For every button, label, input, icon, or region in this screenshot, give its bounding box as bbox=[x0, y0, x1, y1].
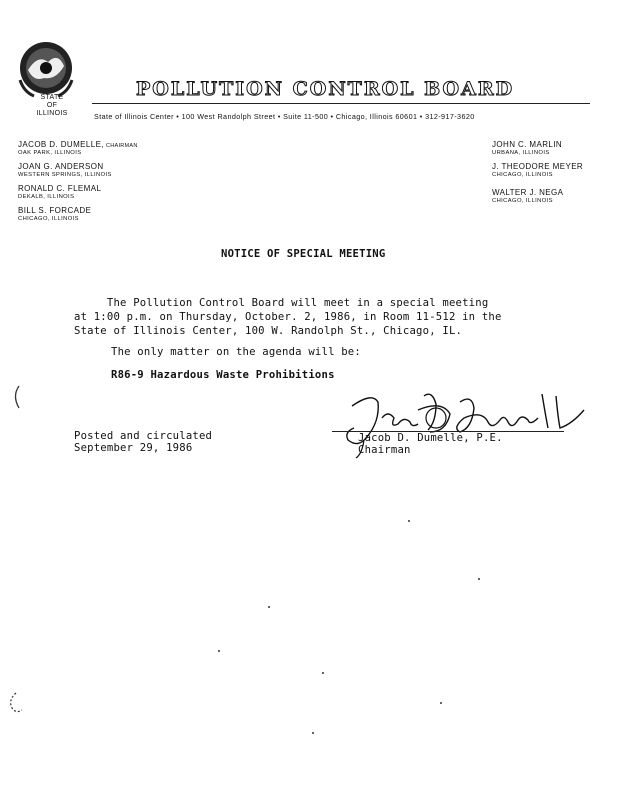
member-city: WESTERN SPRINGS, ILLINOIS bbox=[18, 172, 112, 178]
member-name: JOAN G. ANDERSON bbox=[18, 162, 104, 171]
member-name: RONALD C. FLEMAL bbox=[18, 184, 102, 193]
state-seal-icon bbox=[14, 40, 78, 100]
member-city: DEKALB, ILLINOIS bbox=[18, 194, 75, 200]
posting-date: September 29, 1986 bbox=[74, 442, 193, 454]
board-address: State of Illinois Center • 100 West Randolph Street • Suite 11-500 • Chicago, Illinois 60601 • 312-917-3620 bbox=[94, 112, 475, 121]
member-dumelle bbox=[18, 140, 138, 156]
member-anderson bbox=[18, 162, 112, 178]
posting-note bbox=[74, 430, 212, 454]
member-forcade bbox=[18, 206, 91, 222]
seal-caption bbox=[28, 94, 76, 118]
paragraph-line: State of Illinois Center, 100 W. Randolph St., Chicago, IL. bbox=[74, 325, 463, 337]
member-name: J. THEODORE MEYER bbox=[492, 162, 584, 171]
scan-speck bbox=[218, 650, 220, 652]
board-title: POLLUTION CONTROL BOARD bbox=[136, 78, 515, 100]
scan-speck bbox=[312, 732, 314, 734]
member-city: OAK PARK, ILLINOIS bbox=[18, 150, 82, 156]
signatory-name: Jacob D. Dumelle, P.E. bbox=[358, 432, 503, 444]
signatory-block bbox=[358, 432, 503, 456]
signatory-title: Chairman bbox=[358, 444, 411, 456]
agenda-item: R86-9 Hazardous Waste Prohibitions bbox=[111, 369, 335, 381]
seal-line-illinois: ILLINOIS bbox=[36, 110, 68, 117]
member-role: CHAIRMAN bbox=[105, 143, 138, 149]
paragraph-line: The Pollution Control Board will meet in a special meeting bbox=[74, 297, 489, 309]
scan-mark-icon bbox=[10, 384, 22, 410]
paragraph-line: at 1:00 p.m. on Thursday, October. 2, 1986, in Room 11-512 in the bbox=[74, 311, 502, 323]
meeting-paragraph bbox=[74, 296, 502, 338]
member-name: BILL S. FORCADE bbox=[18, 206, 92, 215]
scan-speck bbox=[440, 702, 442, 704]
member-city: CHICAGO, ILLINOIS bbox=[492, 172, 553, 178]
notice-title: NOTICE OF SPECIAL MEETING bbox=[221, 248, 386, 260]
member-name: JOHN C. MARLIN bbox=[492, 140, 563, 149]
member-meyer bbox=[492, 162, 583, 178]
scan-mark-icon bbox=[6, 690, 26, 716]
member-marlin bbox=[492, 140, 562, 156]
scan-speck bbox=[478, 578, 480, 580]
seal-line-of: OF bbox=[46, 102, 58, 109]
member-city: URBANA, ILLINOIS bbox=[492, 150, 550, 156]
member-nega bbox=[492, 188, 563, 204]
member-city: CHICAGO, ILLINOIS bbox=[18, 216, 79, 222]
posting-line: Posted and circulated bbox=[74, 430, 213, 442]
scan-speck bbox=[268, 606, 270, 608]
member-city: CHICAGO, ILLINOIS bbox=[492, 198, 553, 204]
member-name: JACOB D. DUMELLE, CHAIRMAN bbox=[18, 140, 138, 149]
seal-line-state: STATE bbox=[40, 94, 64, 101]
agenda-intro: The only matter on the agenda will be: bbox=[111, 346, 361, 358]
header-divider bbox=[92, 103, 590, 104]
scan-speck bbox=[408, 520, 410, 522]
scan-speck bbox=[322, 672, 324, 674]
member-flemal bbox=[18, 184, 101, 200]
member-name: WALTER J. NEGA bbox=[492, 188, 564, 197]
